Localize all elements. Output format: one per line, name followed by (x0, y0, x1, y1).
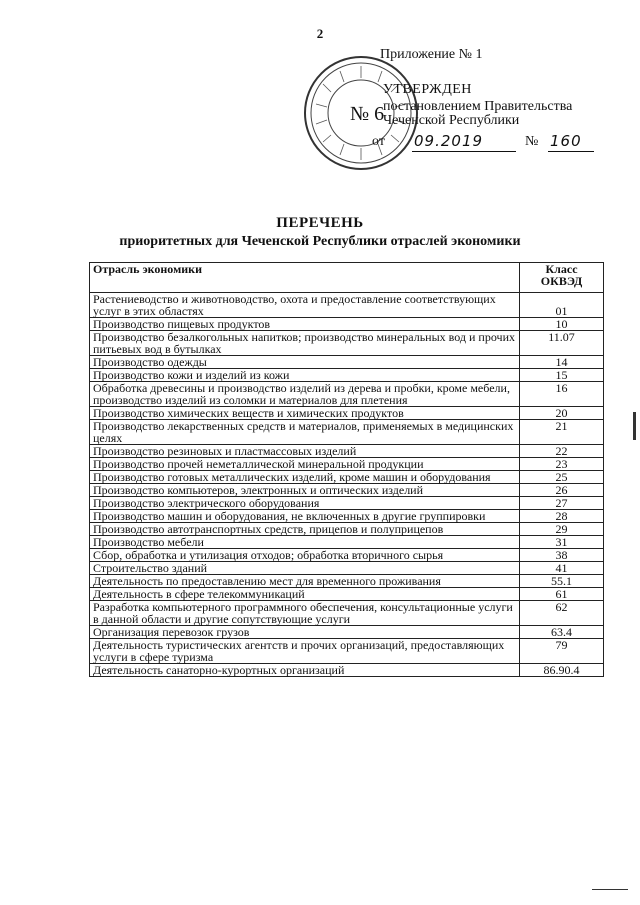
code-cell: 10 (520, 318, 604, 331)
sector-cell: Производство электрического оборудования (90, 497, 520, 510)
sector-cell: Производство кожи и изделий из кожи (90, 369, 520, 382)
document-title: ПЕРЕЧЕНЬ (276, 215, 364, 231)
table-row (90, 588, 604, 601)
sector-cell: Деятельность в сфере телекоммуникаций (90, 588, 520, 601)
sector-cell: Производство мебели (90, 536, 520, 549)
sector-cell: Деятельность по предоставлению мест для временного проживания (90, 575, 520, 588)
decree-date: 09.2019 (414, 132, 484, 150)
table-row (90, 471, 604, 484)
code-cell: 62 (520, 601, 604, 626)
table-body (90, 293, 604, 677)
table-row (90, 458, 604, 471)
sector-cell: Обработка древесины и производство изделий из дерева и пробки, кроме мебели, производство изделий из соломки и материалов для плетения (90, 382, 520, 407)
table-row (90, 445, 604, 458)
document-subtitle: приоритетных для Чеченской Республики отраслей экономики (119, 234, 521, 249)
code-cell: 61 (520, 588, 604, 601)
sector-cell: Производство одежды (90, 356, 520, 369)
code-cell: 31 (520, 536, 604, 549)
decree-line-2: Чеченской Республики (383, 113, 520, 128)
sector-cell: Деятельность туристических агентств и прочих организаций, предоставляющих услуги в сфере туризма (90, 639, 520, 664)
table-row (90, 523, 604, 536)
code-cell: 28 (520, 510, 604, 523)
date-prefix: от (372, 134, 385, 149)
sector-cell: Растениеводство и животноводство, охота и предоставление соответствующих услуг в этих областях (90, 293, 520, 318)
code-cell: 11.07 (520, 331, 604, 356)
table-row (90, 575, 604, 588)
code-cell: 38 (520, 549, 604, 562)
code-cell: 22 (520, 445, 604, 458)
code-cell: 27 (520, 497, 604, 510)
table-row (90, 356, 604, 369)
table-row (90, 407, 604, 420)
code-cell: 25 (520, 471, 604, 484)
page-number: 2 (316, 26, 324, 41)
header-code-line1: Класс (545, 262, 578, 276)
sector-cell: Производство прочей неметаллической минеральной продукции (90, 458, 520, 471)
table-row (90, 639, 604, 664)
sector-cell: Производство компьютеров, электронных и оптических изделий (90, 484, 520, 497)
header-sector: Отрасль экономики (90, 263, 520, 293)
date-number-row (372, 134, 602, 150)
scan-edge-mark (633, 412, 636, 440)
sector-cell: Производство лекарственных средств и материалов, применяемых в медицинских целях (90, 420, 520, 445)
sector-cell: Строительство зданий (90, 562, 520, 575)
table-row (90, 497, 604, 510)
sector-cell: Производство пищевых продуктов (90, 318, 520, 331)
table-row (90, 626, 604, 639)
code-cell: 86.90.4 (520, 664, 604, 677)
table-row (90, 331, 604, 356)
code-cell: 15 (520, 369, 604, 382)
sector-cell: Сбор, обработка и утилизация отходов; обработка вторичного сырья (90, 549, 520, 562)
code-cell: 16 (520, 382, 604, 407)
date-underline (412, 151, 516, 152)
sector-cell: Производство химических веществ и химических продуктов (90, 407, 520, 420)
sector-cell: Производство автотранспортных средств, прицепов и полуприцепов (90, 523, 520, 536)
code-cell: 41 (520, 562, 604, 575)
sectors-table (89, 262, 604, 677)
table-row (90, 549, 604, 562)
header-code-line2: ОКВЭД (540, 274, 583, 288)
table-row (90, 562, 604, 575)
header-code (520, 263, 604, 293)
table-row (90, 369, 604, 382)
table-row (90, 510, 604, 523)
sector-cell: Производство резиновых и пластмассовых изделий (90, 445, 520, 458)
sector-cell: Производство машин и оборудования, не включенных в другие группировки (90, 510, 520, 523)
sector-cell: Деятельность санаторно-курортных организаций (90, 664, 520, 677)
code-cell: 55.1 (520, 575, 604, 588)
seal-number: № 6 (350, 103, 385, 125)
code-cell: 14 (520, 356, 604, 369)
table-row (90, 318, 604, 331)
number-label: № (525, 134, 539, 149)
appendix-label: Приложение № 1 (380, 47, 483, 62)
code-cell: 29 (520, 523, 604, 536)
number-underline (548, 151, 594, 152)
table-row (90, 601, 604, 626)
table-row (90, 664, 604, 677)
code-cell: 01 (520, 293, 604, 318)
table-row (90, 420, 604, 445)
approved-label: УТВЕРЖДЕН (383, 82, 472, 97)
code-cell: 23 (520, 458, 604, 471)
sector-cell: Разработка компьютерного программного обеспечения, консультационные услуги в данной области и другие сопутствующие услуги (90, 601, 520, 626)
decree-number: 160 (550, 132, 582, 150)
table-row (90, 382, 604, 407)
code-cell: 79 (520, 639, 604, 664)
table-row (90, 484, 604, 497)
code-cell: 63.4 (520, 626, 604, 639)
table-row (90, 293, 604, 318)
decree-line-1: постановлением Правительства (383, 99, 573, 114)
table-header-row (90, 263, 604, 293)
scan-edge-line (592, 889, 628, 890)
code-cell: 26 (520, 484, 604, 497)
table-row (90, 536, 604, 549)
code-cell: 20 (520, 407, 604, 420)
sector-cell: Производство безалкогольных напитков; производство минеральных вод и прочих питьевых вод в бутылках (90, 331, 520, 356)
sector-cell: Производство готовых металлических изделий, кроме машин и оборудования (90, 471, 520, 484)
sector-cell: Организация перевозок грузов (90, 626, 520, 639)
code-cell: 21 (520, 420, 604, 445)
